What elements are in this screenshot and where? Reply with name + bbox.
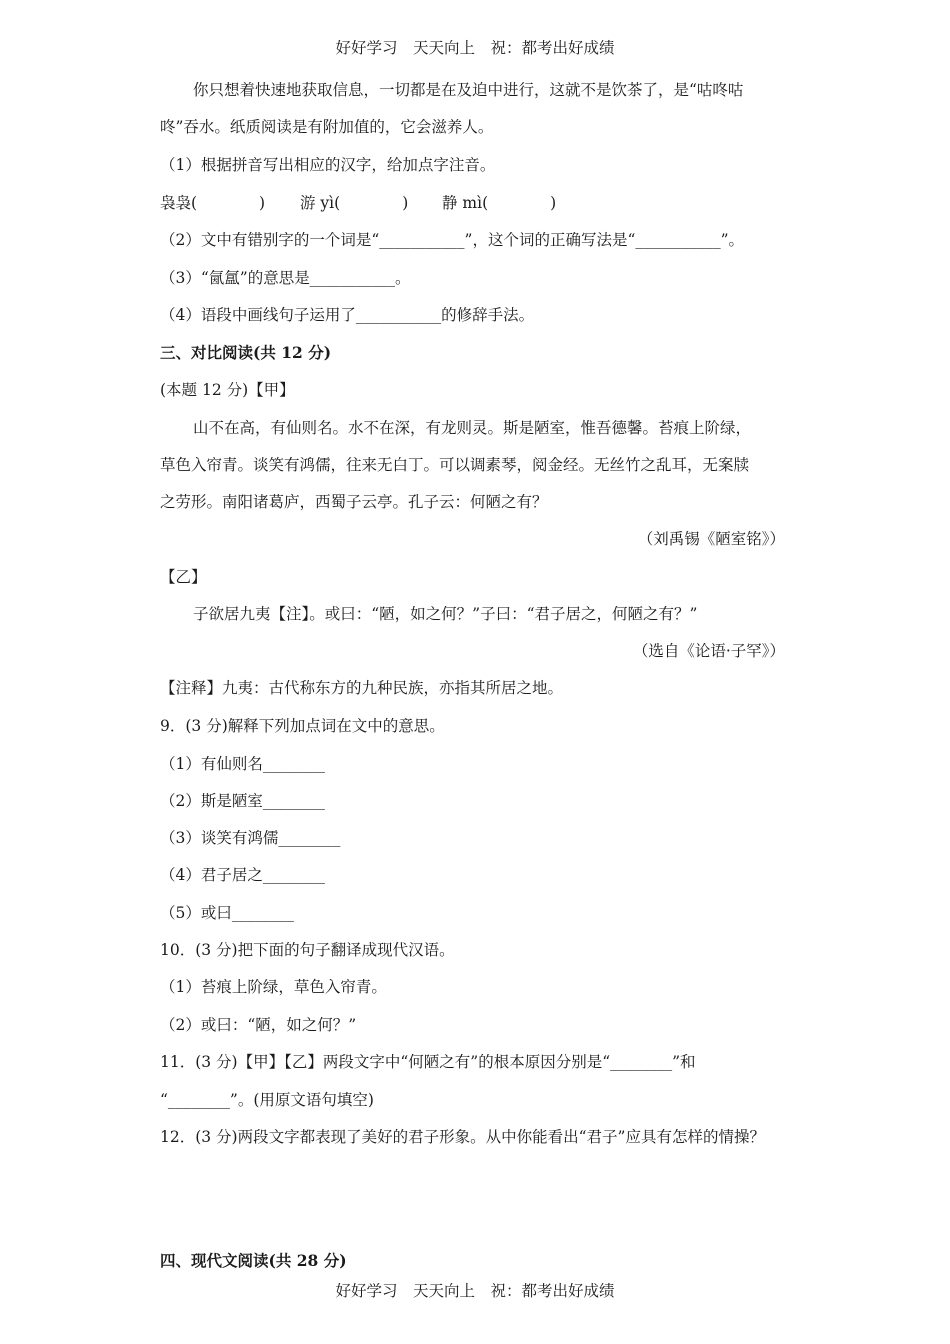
question-10-title: 10．(3 分)把下面的句子翻译成现代汉语。 [160,941,455,959]
section-4-title: 四、现代文阅读(共 28 分) [160,1251,347,1270]
section-3-title: 三、对比阅读(共 12 分) [160,343,332,362]
question-meaning: （3）“氤氲”的意思是___________。 [160,269,411,287]
page-footer: 好好学习 天天向上 祝：都考出好成绩 [335,1282,615,1300]
question-11-line-2: “________”。(用原文语句填空) [160,1091,374,1109]
question-9-title: 9．(3 分)解释下列加点词在文中的意思。 [160,717,445,735]
question-12: 12．(3 分)两段文字都表现了美好的君子形象。从中你能看出“君子”应具有怎样的情操？ [160,1128,765,1146]
jia-line-2: 草色入帘青。谈笑有鸿儒，往来无白丁。可以调素琴，阅金经。无丝竹之乱耳，无案牍 [160,456,750,474]
pinyin-item-2: 游 yì( ) [300,194,409,212]
pinyin-item-1: 袅袅( ) [160,194,266,212]
q9-item-3: （3）谈笑有鸿儒________ [160,829,341,847]
question-typo: （2）文中有错别字的一个词是“___________”，这个词的正确写法是“___________”。 [160,231,745,249]
q9-item-2: （2）斯是陋室________ [160,792,325,810]
question-pinyin-prompt: （1）根据拼音写出相应的汉字，给加点字注音。 [160,156,496,174]
passage-line-2: 咚”吞水。纸质阅读是有附加值的，它会滋养人。 [160,118,494,136]
q9-item-4: （4）君子居之________ [160,866,325,884]
jia-source: （刘禹锡《陋室铭》） [637,530,785,548]
question-rhetoric: （4）语段中画线句子运用了___________的修辞手法。 [160,306,535,324]
pinyin-item-3: 静 mì( ) [442,194,557,212]
yi-text: 子欲居九夷【注】。或曰：“陋，如之何？”子曰：“君子居之，何陋之有？” [193,605,698,623]
jia-line-3: 之劳形。南阳诸葛庐，西蜀子云亭。孔子云：何陋之有？ [160,493,548,511]
question-11-line-1: 11．(3 分)【甲】【乙】两段文字中“何陋之有”的根本原因分别是“________”和 [160,1053,696,1071]
annotation-note: 【注释】九夷：古代称东方的九种民族，亦指其所居之地。 [160,679,564,697]
q9-item-1: （1）有仙则名________ [160,755,325,773]
q10-item-1: （1）苔痕上阶绿，草色入帘青。 [160,978,387,996]
yi-source: （选自《论语·子罕》） [632,642,785,660]
yi-label: 【乙】 [160,568,207,586]
q9-item-5: （5）或曰________ [160,904,294,922]
passage-line-1: 你只想着快速地获取信息，一切都是在及迫中进行，这就不是饮茶了，是“咕咚咕 [193,81,744,99]
section-3-subtitle: (本题 12 分)【甲】 [160,381,295,399]
jia-line-1: 山不在高，有仙则名。水不在深，有龙则灵。斯是陋室，惟吾德馨。苔痕上阶绿， [193,419,752,437]
q10-item-2: （2）或曰：“陋，如之何？” [160,1016,357,1034]
page-header: 好好学习 天天向上 祝：都考出好成绩 [335,39,615,57]
